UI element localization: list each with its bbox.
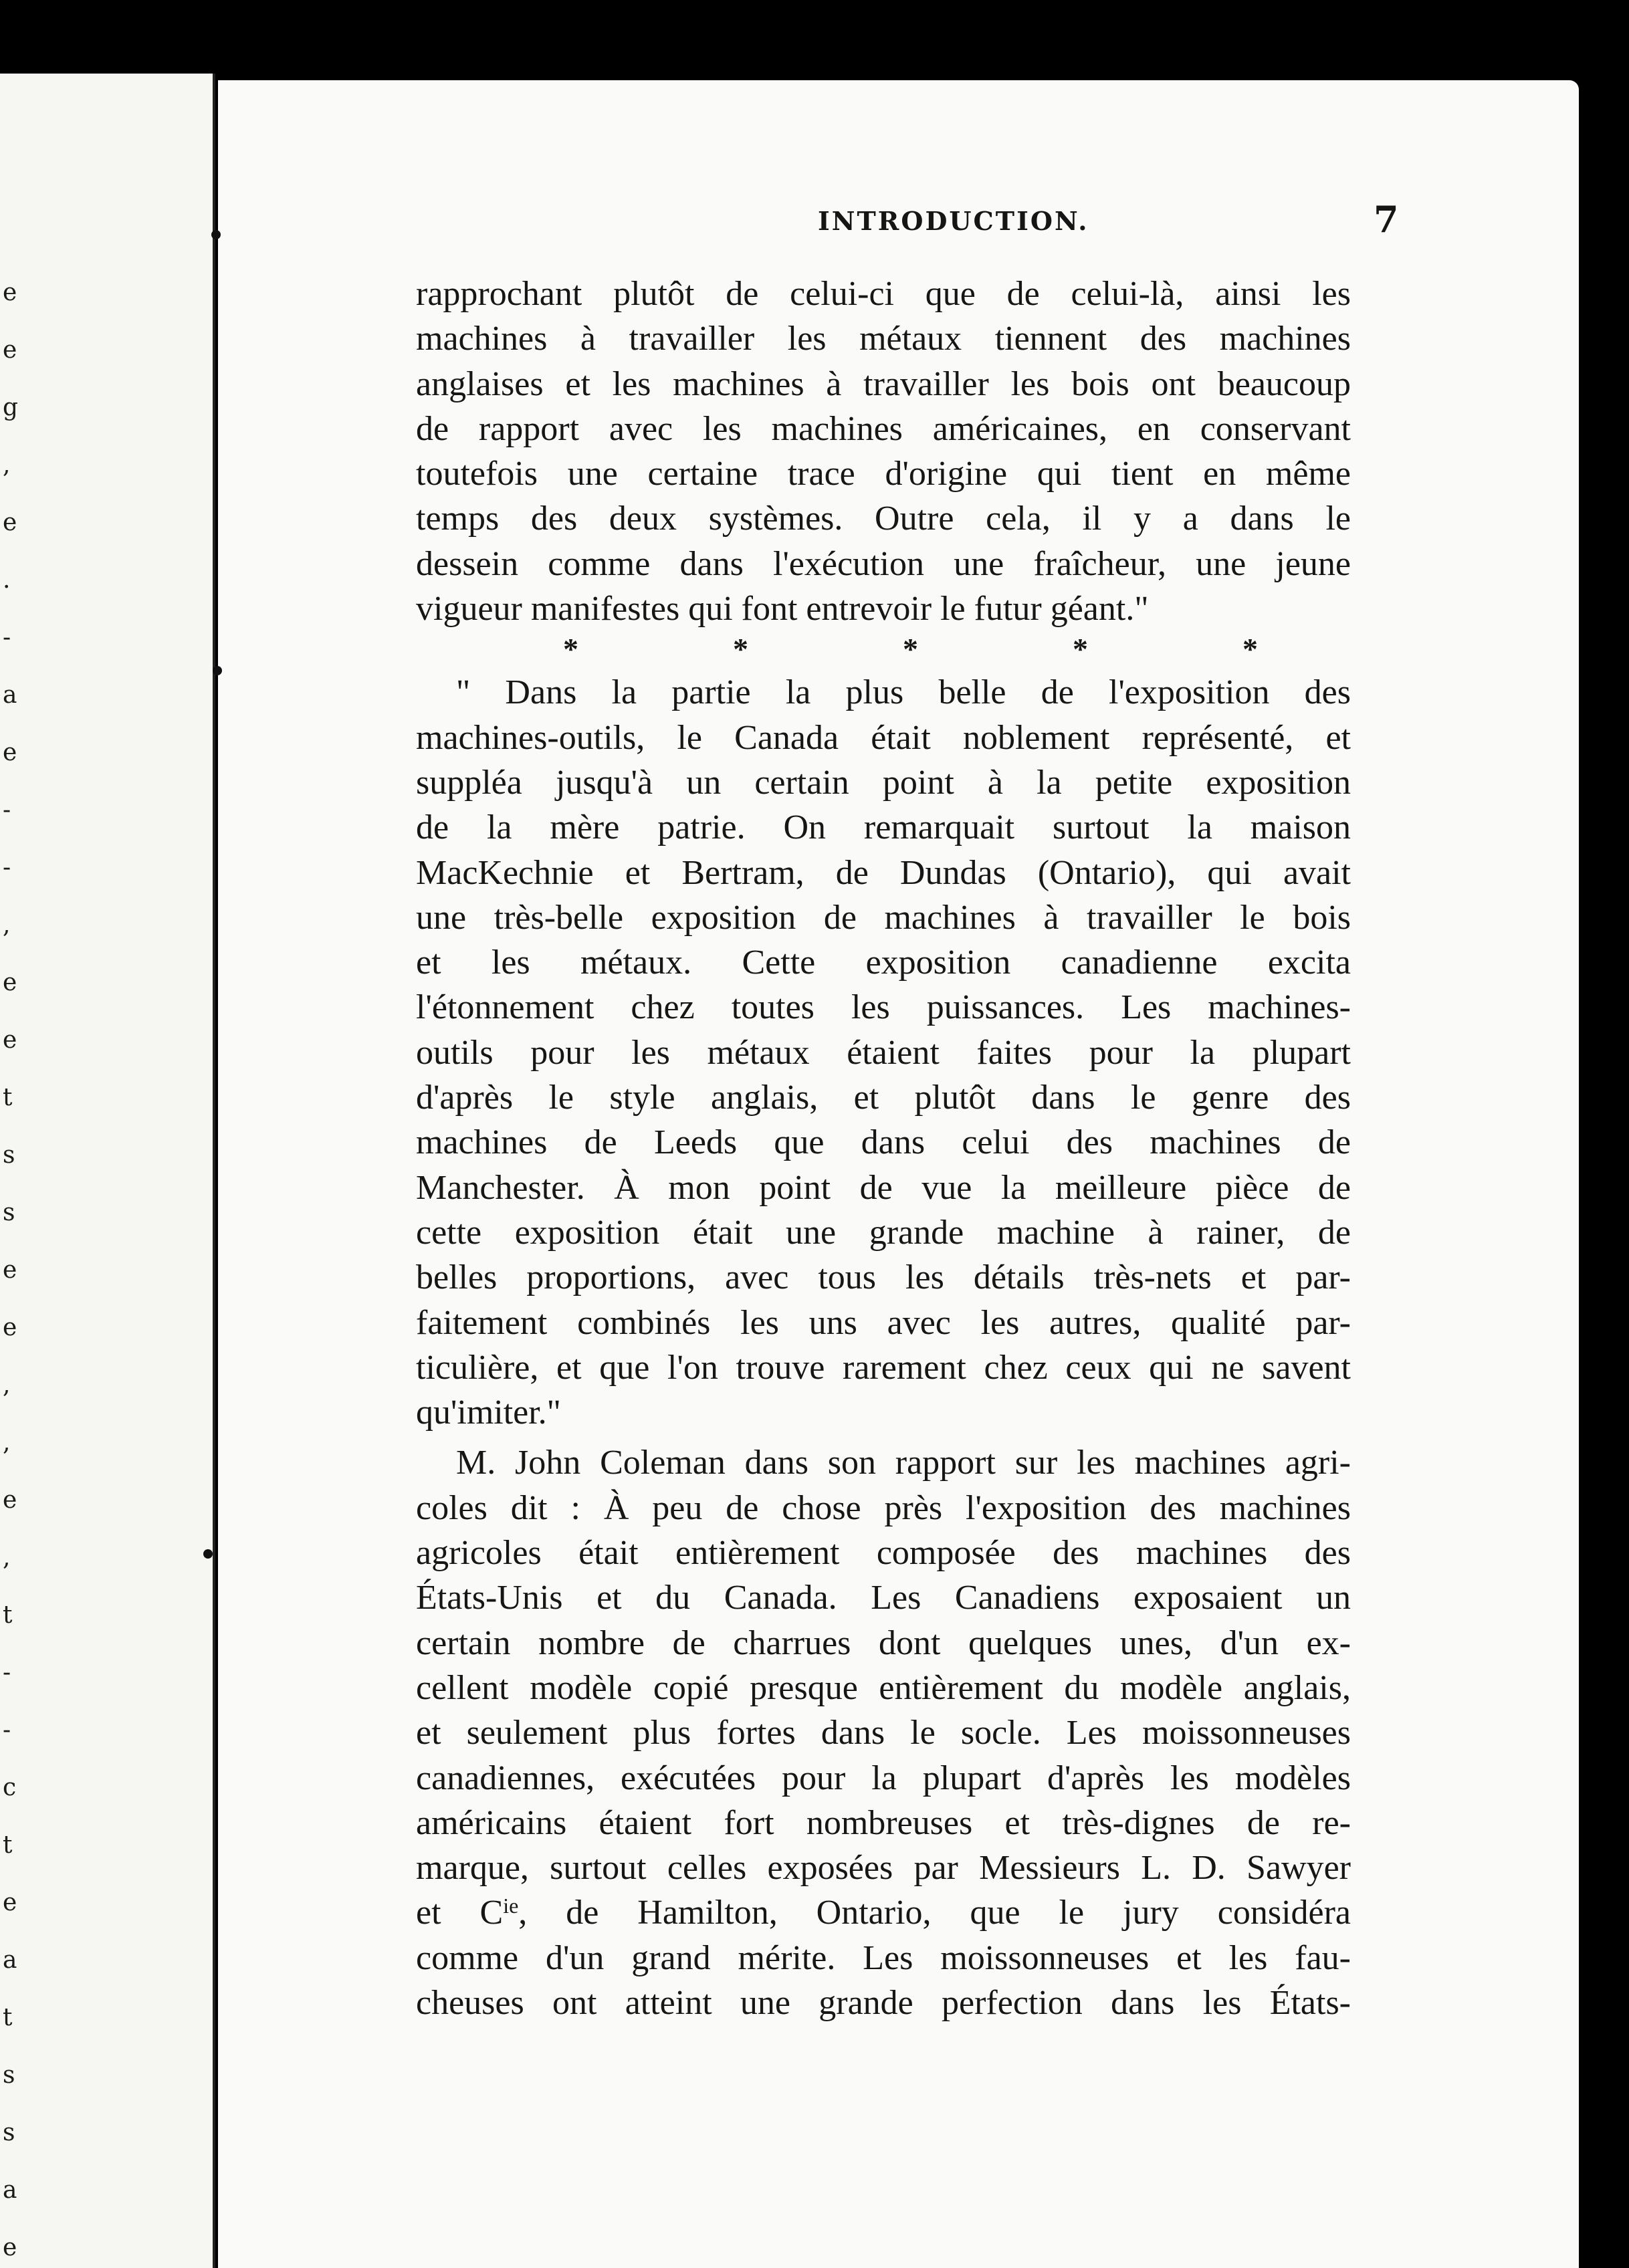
text-line: l'étonnement chez toutes les puissances. Les machines- [416,988,1351,1027]
text-line: et les métaux. Cette exposition canadienne excita [416,943,1351,982]
text-line: canadiennes, exécutées pour la plupart d'après les modèles [416,1759,1351,1797]
text-line: suppléa jusqu'à un certain point à la petite exposition [416,763,1351,802]
text-line: vigueur manifestes qui font entrevoir le futur géant." [416,590,1149,629]
text-line: comme d'un grand mérite. Les moissonneuses et les fau- [416,1938,1351,1977]
section-break-asterisks [416,631,1351,670]
paragraph-coleman [416,1440,1351,2025]
text-line: M. John Coleman dans son rapport sur les machines agri- [456,1444,1351,1482]
binding-mark-lower [203,1549,213,1559]
text-line-with-superscript [416,1890,1351,1935]
cie-suffix: , de Hamilton, Ontario, que le jury considéra [518,1894,1351,1932]
text-line: outils pour les métaux étaient faites pour la plupart [416,1033,1351,1072]
asterisk-glyph: * [1242,632,1258,667]
facing-page-fragment: e [3,509,17,536]
facing-page-fragment: . [3,566,11,594]
asterisk-glyph: * [903,632,918,667]
facing-page-fragment: t [3,2004,13,2031]
text-line: coles dit : À peu de chose près l'exposition des machines [416,1488,1351,1527]
text-line: machines à travailler les métaux tiennent des machines [416,320,1351,358]
facing-page-fragment: a [3,681,17,709]
asterisk-glyph: * [1073,632,1088,667]
facing-page-fragment: t [3,1601,13,1629]
text-line: d'après le style anglais, et plutôt dans le genre des [416,1079,1351,1117]
book-page [218,80,1579,2268]
facing-page-fragment: a [3,1946,17,1974]
text-line: de la mère patrie. On remarquait surtout la maison [416,808,1351,847]
facing-page-fragment: - [3,624,11,651]
binding-mark-upper [213,666,222,675]
facing-page-fragment: e [3,279,17,306]
text-line: Manchester. À mon point de vue la meilleure pièce de [416,1168,1351,1207]
facing-page-fragment: c [3,1774,17,1801]
text-line: rapprochant plutôt de celui-ci que de celui-là, ainsi les [416,275,1351,313]
facing-page-fragment: t [3,1084,13,1111]
facing-page-fragment: e [3,336,17,364]
text-line: cellent modèle copié presque entièrement du modèle anglais, [416,1668,1351,1707]
facing-page-fragment: g [3,394,19,421]
facing-page-fragment: e [3,1889,17,1916]
page-number: 7 [1374,198,1399,241]
text-line: États-Unis et du Canada. Les Canadiens exposaient un [416,1579,1351,1617]
facing-page-edge [0,74,215,2268]
asterisk-glyph: * [563,632,578,667]
facing-page-fragment: - [3,1659,11,1686]
text-line: cheuses ont atteint une grande perfection dans les États- [416,1983,1351,2022]
text-line: MacKechnie et Bertram, de Dundas (Ontario), qui avait [416,853,1351,892]
cie-prefix: et C [416,1894,504,1932]
facing-page-fragment: s [3,2119,15,2146]
text-line: machines-outils, le Canada était noblement représenté, et [416,718,1351,757]
text-line: belles proportions, avec tous les détails très-nets et par- [416,1258,1351,1297]
facing-page-fragment: s [3,1141,15,1169]
text-line: anglaises et les machines à travailler les bois ont beaucoup [416,364,1351,403]
running-head [218,198,1579,259]
facing-page-fragment: e [3,969,17,996]
facing-page-fragment: e [3,1486,17,1514]
body-text [416,271,1351,2025]
text-line: " Dans la partie la plus belle de l'exposition des [456,673,1351,712]
text-line: cette exposition était une grande machine à rainer, de [416,1213,1351,1252]
cie-superscript: ie [503,1894,519,1918]
text-line: machines de Leeds que dans celui des machines de [416,1123,1351,1162]
text-line: qu'imiter." [416,1393,561,1432]
quoted-paragraph [416,670,1351,1435]
facing-page-fragment: s [3,2061,15,2089]
facing-page-fragment: e [3,1256,17,1284]
text-line: temps des deux systèmes. Outre cela, il y a dans le [416,499,1351,538]
facing-page-fragment: - [3,854,11,881]
text-line: faitement combinés les uns avec les autres, qualité par- [416,1303,1351,1342]
text-line: ticulière, et que l'on trouve rarement chez ceux qui ne savent [416,1348,1351,1387]
page-edge-shadow [1579,87,1629,2268]
text-line: américains étaient fort nombreuses et très-dignes de re- [416,1803,1351,1842]
text-line: certain nombre de charrues dont quelques unes, d'un ex- [416,1623,1351,1662]
running-head-title: INTRODUCTION. [818,206,1089,236]
text-line: de rapport avec les machines américaines, en conservant [416,409,1351,448]
facing-page-fragment: , [3,911,11,939]
facing-page-fragment: , [3,451,11,479]
facing-page-fragment: t [3,1831,13,1859]
asterisk-glyph: * [733,632,748,667]
facing-page-fragment: s [3,1199,15,1226]
paragraph-continuation [416,271,1351,631]
facing-page-fragment: e [3,1314,17,1341]
text-line: dessein comme dans l'exécution une fraîcheur, une jeune [416,544,1351,583]
facing-page-fragment: e [3,739,17,766]
facing-page-fragment: e [3,2234,17,2261]
facing-page-fragment: e [3,1026,17,1054]
text-line: agricoles était entièrement composée des machines des [416,1534,1351,1573]
text-line: une très-belle exposition de machines à travailler le bois [416,898,1351,937]
text-line: toutefois une certaine trace d'origine qui tient en même [416,455,1351,493]
text-line: et seulement plus fortes dans le socle. Les moissonneuses [416,1714,1351,1752]
facing-page-fragment: a [3,2176,17,2204]
facing-page-fragment: , [3,1429,11,1456]
facing-page-fragment: - [3,796,11,824]
facing-page-fragment: , [3,1371,11,1399]
facing-page-fragment: , [3,1544,11,1571]
facing-page-fragment: - [3,1716,11,1744]
text-line: marque, surtout celles exposées par Messieurs L. D. Sawyer [416,1849,1351,1888]
